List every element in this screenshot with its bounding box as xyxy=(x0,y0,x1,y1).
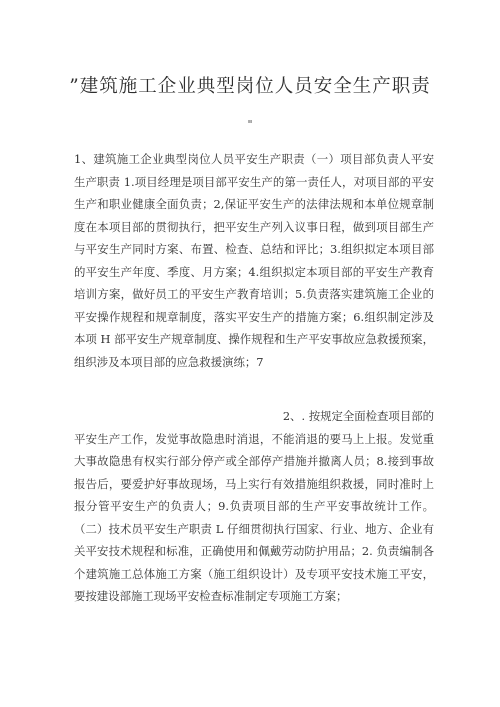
paragraph-2-text: 平安生产工作，发觉事故隐患时消退，不能消退的要马上上报。发觉重大事故隐患有权实行部分停产或全部停产措施并撤离人员；8.接到事故报告后，要爱护好事故现场，马上实行有效措施组织救援，同时准时上报分管平安生产的负责人；9.负责项目部的生产平安事故统计工作。（二）技术员平安生产职责 L 仔细贯彻执行国家、行业、地方、企业有关平安技术规程和标准，正确使用和佩戴劳动防护用品；2. 负责编制各个建筑施工总体施工方案（施工组织设计）及专项平安技术施工平安，要按建设部施工现场平安检查标准制定专项施工方案； xyxy=(74,431,434,603)
paragraph-1-text: 1、建筑施工企业典型岗位人员平安生产职责（一）项目部负责人平安生产职责 1.项目经理是项目部平安生产的第一责任人，对项目部的平安生产和职业健康全面负责；2,保证平安生产的法律法规和本单位规章制度在本项目部的贯彻执行，把平安生产列入议事日程，做到项目部生产与平安生产同时方案、布置、检查、总结和评比；3.组织拟定本项目部的平安生产年度、季度、月方案；4.组织拟定本项目部的平安生产教育培训方案，做好员工的平安生产教育培训；5.负责落实建筑施工企业的平安操作规程和规章制度，落实平安生产的措施方案；6.组织制定涉及本项 H 部平安生产规章制度、操作规程和生产平安事故应急救援预案，组织涉及本项目部的应急救援演练；7 xyxy=(74,152,434,369)
paragraph-2-lead: 2、. 按规定全面检查项目部的 xyxy=(282,409,434,423)
document-title: ”建筑施工企业典型岗位人员安全生产职责 xyxy=(69,76,431,97)
paragraph-1 xyxy=(74,148,434,373)
title-closing-mark: " xyxy=(247,118,253,131)
paragraph-2 xyxy=(74,405,434,608)
